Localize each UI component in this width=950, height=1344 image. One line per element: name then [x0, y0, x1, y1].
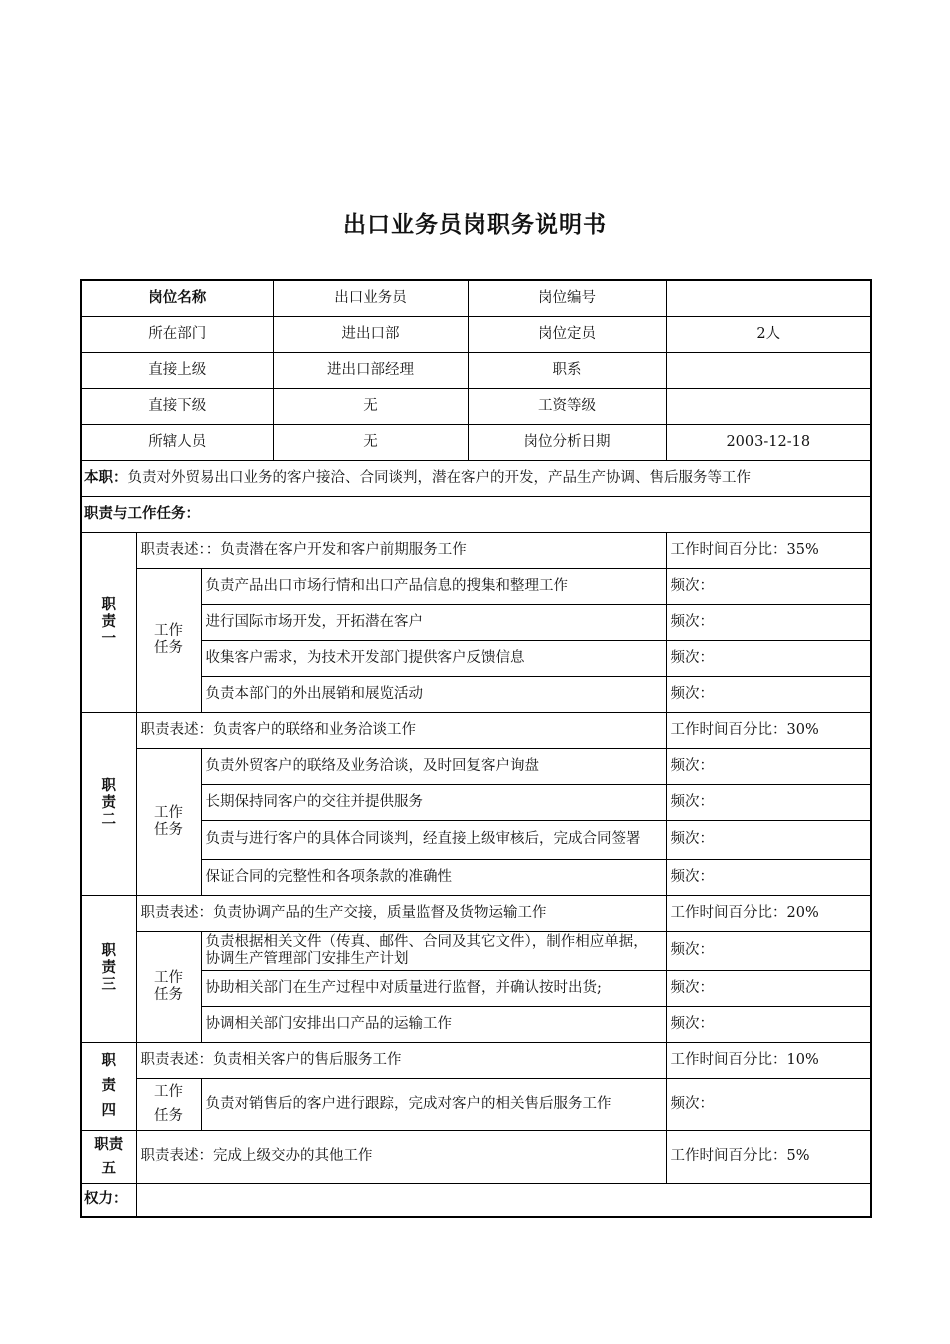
duty-4-label: [81, 1042, 136, 1130]
task-frequency: 频次：: [666, 820, 871, 859]
duty-label-char: 责: [101, 1077, 116, 1094]
info-label: 岗位定员: [468, 316, 666, 352]
info-value: 无: [273, 388, 468, 424]
task-frequency: 频次：: [666, 931, 871, 970]
info-value: [666, 388, 871, 424]
job-description-table: [80, 279, 872, 1218]
info-value: 进出口部经理: [273, 352, 468, 388]
task-label-line: 工作: [154, 969, 183, 986]
task-frequency: 频次：: [666, 784, 871, 820]
duty-label-char: 四: [101, 1102, 116, 1119]
info-label: 所在部门: [81, 316, 273, 352]
info-value: [666, 280, 871, 316]
duty-percent: 工作时间百分比：35%: [666, 532, 871, 568]
duty-statement: 职责表述：：负责潜在客户开发和客户前期服务工作: [136, 532, 666, 568]
info-value: 无: [273, 424, 468, 460]
duty-label-char: 职: [101, 1052, 116, 1069]
duty-label-char: 职责: [94, 1136, 124, 1153]
task-label-line: 工作: [154, 1084, 183, 1100]
duty-1-label: [81, 532, 136, 712]
task-text: 负责本部门的外出展销和展览活动: [201, 676, 666, 712]
task-label: [136, 748, 201, 895]
task-label-line: 任务: [154, 640, 183, 656]
info-value: 2003-12-18: [666, 424, 871, 460]
duty-label-char: 二: [101, 812, 116, 828]
task-text: 负责与进行客户的具体合同谈判，经直接上级审核后，完成合同签署: [201, 820, 666, 859]
info-value: 2人: [666, 316, 871, 352]
duties-header: 职责与工作任务：: [81, 496, 871, 532]
summary-cell: [81, 460, 871, 496]
duty-5-label: [81, 1130, 136, 1183]
task-row: [81, 1078, 871, 1130]
duty-percent: 工作时间百分比：20%: [666, 895, 871, 931]
duty-statement-row: [81, 895, 871, 931]
info-label: 职系: [468, 352, 666, 388]
info-value: [666, 352, 871, 388]
duty-percent: 工作时间百分比：30%: [666, 712, 871, 748]
duty-statement: 职责表述：负责相关客户的售后服务工作: [136, 1042, 666, 1078]
duty-statement-row: [81, 1042, 871, 1078]
duty-statement: 职责表述：完成上级交办的其他工作: [136, 1130, 666, 1183]
page-title: 出口业务员岗职务说明书: [343, 212, 607, 238]
duty-label-char: 职: [101, 596, 116, 613]
duty-statement: 职责表述：负责协调产品的生产交接，质量监督及货物运输工作: [136, 895, 666, 931]
task-label-line: 任务: [154, 986, 183, 1003]
task-row: [81, 748, 871, 784]
info-label: 直接上级: [81, 352, 273, 388]
task-row: [81, 931, 871, 970]
task-text: 协助相关部门在生产过程中对质量进行监督，并确认按时出货;: [201, 970, 666, 1006]
task-row: [81, 568, 871, 604]
task-frequency: 频次：: [666, 1006, 871, 1042]
task-frequency: 频次：: [666, 676, 871, 712]
task-text: 保证合同的完整性和各项条款的准确性: [201, 859, 666, 895]
duty-statement: 职责表述：负责客户的联络和业务洽谈工作: [136, 712, 666, 748]
duty-3-label: [81, 895, 136, 1042]
info-row: [81, 388, 871, 424]
task-text: 进行国际市场开发，开拓潜在客户: [201, 604, 666, 640]
duty-2-label: [81, 712, 136, 895]
task-frequency: 频次：: [666, 568, 871, 604]
duty-label-char: 责: [101, 613, 116, 630]
duty-statement-row: [81, 532, 871, 568]
duty-label-char: 三: [101, 977, 116, 993]
task-text: 负责对销售后的客户进行跟踪，完成对客户的相关售后服务工作: [201, 1078, 666, 1130]
task-label-line: 工作: [154, 804, 183, 821]
info-row: [81, 316, 871, 352]
duty-label-char: 职: [101, 778, 116, 794]
power-label: 权力：: [81, 1183, 136, 1217]
info-row: [81, 424, 871, 460]
task-label-line: 任务: [154, 1108, 183, 1124]
duty-label-char: 一: [101, 630, 116, 647]
duty-label-char: 五: [101, 1160, 116, 1177]
info-label: 工资等级: [468, 388, 666, 424]
duty-percent: 工作时间百分比：5%: [666, 1130, 871, 1183]
info-label: 所辖人员: [81, 424, 273, 460]
task-text: 负责外贸客户的联络及业务洽谈，及时回复客户询盘: [201, 748, 666, 784]
summary-text: 负责对外贸易出口业务的客户接洽、合同谈判，潜在客户的开发，产品生产协调、售后服务等工作: [127, 469, 751, 486]
task-frequency: 频次：: [666, 1078, 871, 1130]
duty-label-char: 责: [101, 795, 116, 811]
info-label: 岗位分析日期: [468, 424, 666, 460]
duty-statement-row: [81, 1130, 871, 1183]
task-frequency: 频次：: [666, 604, 871, 640]
task-label-line: 任务: [154, 821, 183, 838]
info-value: 进出口部: [273, 316, 468, 352]
duty-percent: 工作时间百分比：10%: [666, 1042, 871, 1078]
task-text: 收集客户需求，为技术开发部门提供客户反馈信息: [201, 640, 666, 676]
task-frequency: 频次：: [666, 970, 871, 1006]
info-row: [81, 280, 871, 316]
duty-statement-row: [81, 712, 871, 748]
info-label: 直接下级: [81, 388, 273, 424]
task-frequency: 频次：: [666, 748, 871, 784]
info-label: 岗位编号: [468, 280, 666, 316]
task-text: 长期保持同客户的交往并提供服务: [201, 784, 666, 820]
task-text: 协调相关部门安排出口产品的运输工作: [201, 1006, 666, 1042]
task-frequency: 频次：: [666, 640, 871, 676]
info-row: [81, 352, 871, 388]
duty-label-char: 责: [101, 960, 116, 976]
power-value: [136, 1183, 871, 1217]
info-value: 出口业务员: [273, 280, 468, 316]
task-label: [136, 568, 201, 712]
task-text: 负责产品出口市场行情和出口产品信息的搜集和整理工作: [201, 568, 666, 604]
summary-label: 本职：: [84, 469, 128, 486]
task-label: [136, 1078, 201, 1130]
summary-row: [81, 460, 871, 496]
power-row: [81, 1183, 871, 1217]
task-label-line: 工作: [154, 623, 183, 639]
task-text: 负责根据相关文件（传真、邮件、合同及其它文件），制作相应单据，协调生产管理部门安排生产计划: [201, 931, 666, 970]
task-label: [136, 931, 201, 1042]
duties-header-row: [81, 496, 871, 532]
info-label: 岗位名称: [81, 280, 273, 316]
task-frequency: 频次：: [666, 859, 871, 895]
duty-label-char: 职: [101, 943, 116, 959]
